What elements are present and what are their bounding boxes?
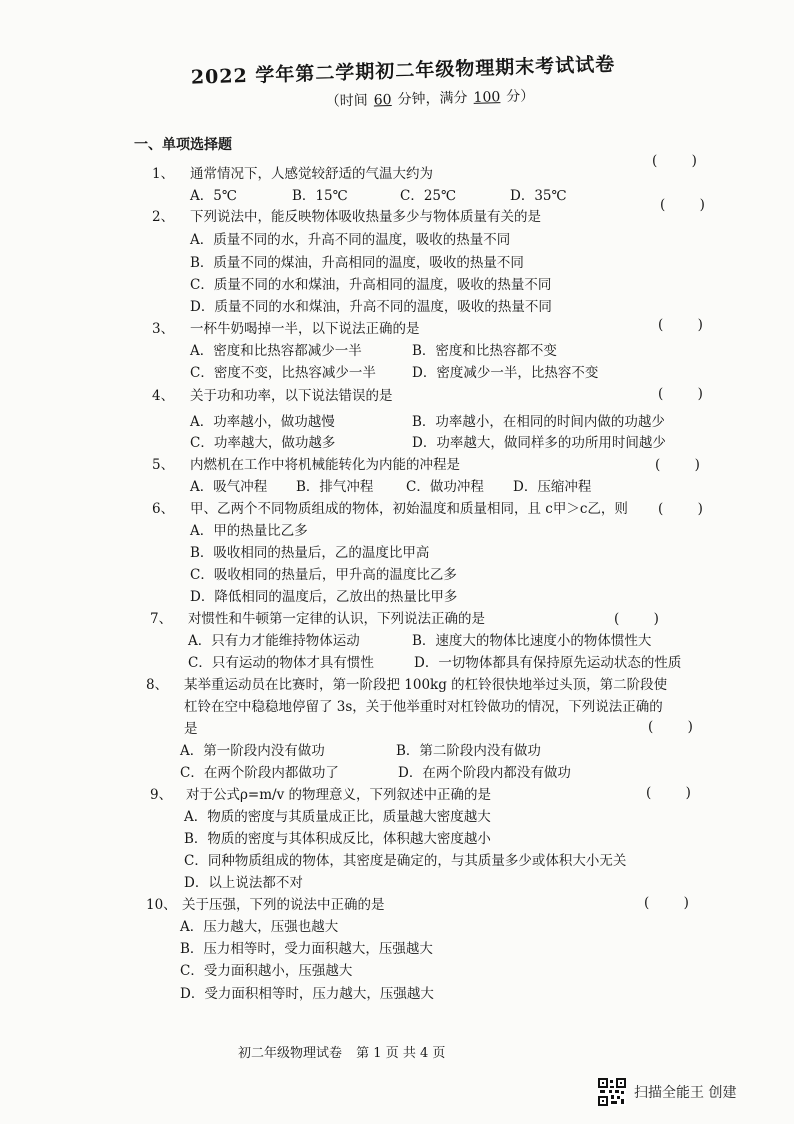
answer-paren: ( ) bbox=[648, 719, 693, 735]
exam-subtitle bbox=[300, 85, 560, 112]
question-stem: 关于压强，下列的说法中正确的是 bbox=[182, 897, 385, 913]
question-number: 8、 bbox=[146, 677, 169, 693]
question-stem: 对惯性和牛顿第一定律的认识，下列说法正确的是 bbox=[188, 611, 485, 627]
answer-paren: ( ) bbox=[644, 895, 689, 911]
option-c: C．功率越大，做功越多 bbox=[190, 435, 336, 451]
option-a: A．只有力才能维持物体运动 bbox=[188, 633, 360, 649]
scanner-watermark-text: 扫描全能王 创建 bbox=[634, 1085, 737, 1101]
question-number: 5、 bbox=[152, 457, 175, 473]
page-footer bbox=[238, 1042, 455, 1061]
score-value: 100 bbox=[473, 89, 501, 106]
option-b: B．第二阶段内没有做功 bbox=[396, 743, 541, 759]
answer-paren: ( ) bbox=[614, 611, 659, 627]
option-b: B．排气冲程 bbox=[296, 479, 374, 495]
option-d: D．一切物体都具有保持原先运动状态的性质 bbox=[414, 655, 682, 671]
answer-paren: ( ) bbox=[658, 317, 703, 333]
option-c: C．只有运动的物体才具有惯性 bbox=[188, 655, 374, 671]
option-a: A．5℃ bbox=[190, 188, 237, 204]
question-stem: 下列说法中，能反映物体吸收热量多少与物体质量有关的是 bbox=[190, 209, 541, 225]
option-a: A．物质的密度与其质量成正比，质量越大密度越大 bbox=[184, 809, 491, 825]
qr-code-icon bbox=[598, 1078, 626, 1106]
option-b: B．15℃ bbox=[292, 188, 348, 204]
option-a: A．吸气冲程 bbox=[190, 479, 268, 495]
option-d: D．以上说法都不对 bbox=[184, 875, 303, 891]
option-a: A．第一阶段内没有做功 bbox=[180, 743, 325, 759]
footer-doc-name: 初二年级物理试卷 bbox=[238, 1046, 343, 1061]
option-d: D．降低相同的温度后，乙放出的热量比甲多 bbox=[190, 589, 458, 605]
option-b: B．密度和比热容都不变 bbox=[412, 343, 557, 359]
option-d: D．在两个阶段内都没有做功 bbox=[398, 765, 571, 781]
option-c: C．在两个阶段内都做功了 bbox=[180, 765, 339, 781]
question-stem: 某举重运动员在比赛时，第一阶段把 100kg 的杠铃很快地举过头顶，第二阶段使 bbox=[184, 677, 668, 693]
option-a: A．甲的热量比乙多 bbox=[190, 523, 308, 539]
option-b: B．压力相等时，受力面积越大，压强越大 bbox=[180, 941, 433, 957]
option-a: A．功率越小，做功越慢 bbox=[190, 414, 335, 430]
time-mid: 分钟，满分 bbox=[397, 90, 468, 108]
question-stem-line-3: 是 bbox=[184, 721, 198, 737]
option-b: B．物质的密度与其体积成反比，体积越大密度越小 bbox=[184, 831, 491, 847]
question-stem: 对于公式ρ=m/v 的物理意义，下列叙述中正确的是 bbox=[186, 787, 492, 803]
question-number: 1、 bbox=[152, 166, 175, 182]
question-stem: 关于功和功率，以下说法错误的是 bbox=[190, 388, 393, 404]
option-b: B．吸收相同的热量后，乙的温度比甲高 bbox=[190, 545, 430, 561]
answer-paren: ( ) bbox=[652, 153, 697, 169]
option-d: D．压缩冲程 bbox=[513, 479, 592, 495]
time-value: 60 bbox=[373, 92, 392, 109]
question-stem: 通常情况下，人感觉较舒适的气温大约为 bbox=[190, 166, 433, 182]
question-number: 7、 bbox=[150, 611, 173, 627]
scanner-watermark bbox=[598, 1077, 736, 1107]
answer-paren: ( ) bbox=[646, 785, 691, 801]
option-c: C．受力面积越小，压强越大 bbox=[180, 963, 353, 979]
exam-title: 2022 学年第二学期初二年级物理期末考试试卷 bbox=[190, 53, 616, 89]
option-a: A．压力越大，压强也越大 bbox=[180, 919, 339, 935]
option-d: D．受力面积相等时，压力越大，压强越大 bbox=[180, 986, 434, 1002]
score-suffix: 分） bbox=[506, 88, 535, 106]
option-a: A．质量不同的水，升高不同的温度，吸收的热量不同 bbox=[190, 232, 511, 248]
question-stem: 内燃机在工作中将机械能转化为内能的冲程是 bbox=[190, 457, 460, 473]
option-d: D．密度减少一半，比热容不变 bbox=[412, 365, 599, 381]
question-number: 10、 bbox=[146, 897, 177, 913]
question-number: 6、 bbox=[152, 501, 175, 517]
question-number: 3、 bbox=[152, 321, 175, 337]
question-stem: 一杯牛奶喝掉一半，以下说法正确的是 bbox=[190, 321, 420, 337]
option-d: D．功率越大，做同样多的功所用时间越少 bbox=[412, 435, 666, 451]
option-b: B．功率越小，在相同的时间内做的功越少 bbox=[412, 414, 665, 430]
option-c: C．做功冲程 bbox=[406, 479, 484, 495]
option-d: D．质量不同的水和煤油，升高不同的温度，吸收的热量不同 bbox=[190, 299, 552, 315]
question-stem-line-2: 杠铃在空中稳稳地停留了 3s，关于他举重时对杠铃做功的情况，下列说法正确的 bbox=[184, 699, 663, 715]
answer-paren: ( ) bbox=[658, 501, 703, 517]
footer-page-number: 第 1 页 共 4 页 bbox=[356, 1046, 446, 1061]
question-number: 9、 bbox=[150, 787, 173, 803]
question-stem: 甲、乙两个不同物质组成的物体，初始温度和质量相同，且 c甲＞c乙，则 bbox=[190, 501, 628, 517]
option-b: B．速度大的物体比速度小的物体惯性大 bbox=[412, 633, 652, 649]
question-number: 2、 bbox=[152, 209, 175, 225]
question-number: 4、 bbox=[152, 388, 175, 404]
option-c: C．质量不同的水和煤油，升高相同的温度，吸收的热量不同 bbox=[190, 277, 552, 293]
answer-paren: ( ) bbox=[655, 457, 700, 473]
answer-paren: ( ) bbox=[658, 386, 703, 402]
option-c: C．密度不变，比热容减少一半 bbox=[190, 365, 376, 381]
option-c: C．25℃ bbox=[400, 188, 457, 204]
option-c: C．吸收相同的热量后，甲升高的温度比乙多 bbox=[190, 567, 457, 583]
time-prefix: （时间 bbox=[325, 92, 368, 110]
option-d: D．35℃ bbox=[510, 188, 567, 204]
option-b: B．质量不同的煤油，升高相同的温度，吸收的热量不同 bbox=[190, 255, 524, 271]
option-c: C．同种物质组成的物体，其密度是确定的，与其质量多少或体积大小无关 bbox=[184, 853, 627, 869]
answer-paren: ( ) bbox=[660, 197, 705, 213]
section-title: 一、单项选择题 bbox=[134, 137, 232, 153]
option-a: A．密度和比热容都减少一半 bbox=[190, 343, 362, 359]
